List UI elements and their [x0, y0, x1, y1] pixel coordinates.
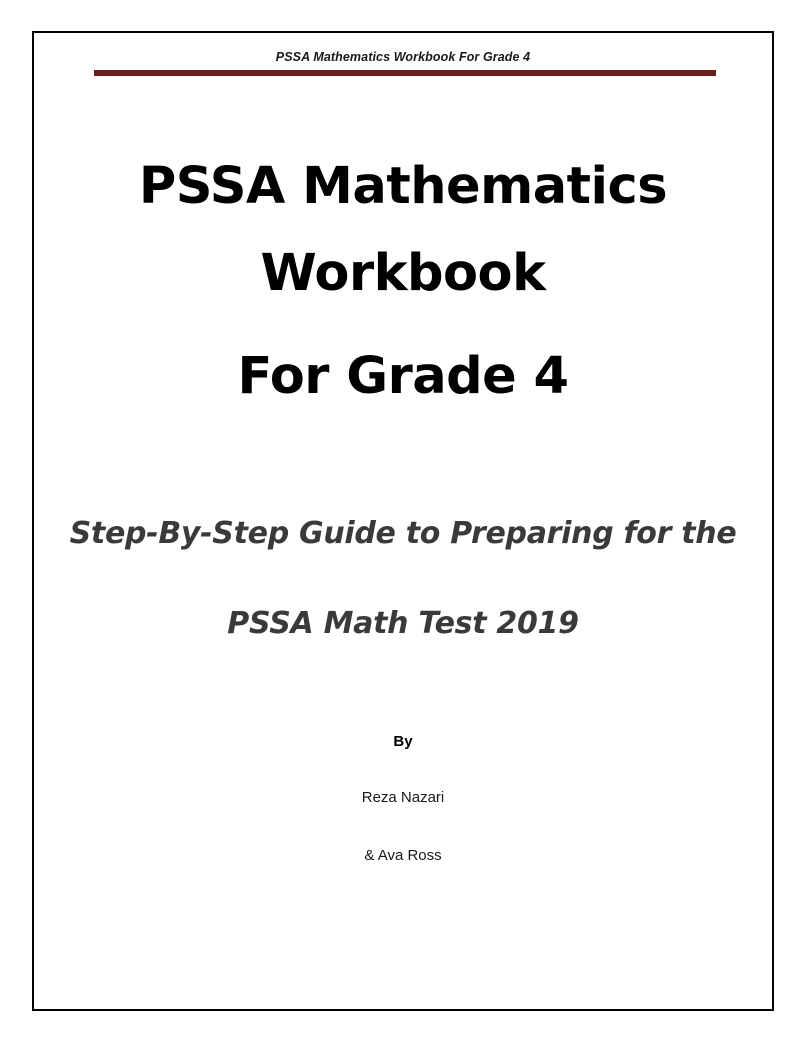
subtitle-line-2: PSSA Math Test 2019 [227, 606, 579, 641]
title-line-3: For Grade 4 [237, 347, 569, 406]
author-name: & Ava Ross [364, 847, 442, 864]
title-line-2: Workbook [260, 244, 546, 303]
author-name: Reza Nazari [361, 789, 445, 806]
by-label: By [393, 733, 413, 750]
running-header: PSSA Mathematics Workbook For Grade 4 [275, 50, 531, 64]
page-frame [32, 31, 774, 1011]
subtitle-line-1: Step-By-Step Guide to Preparing for the [69, 516, 737, 551]
title-line-1: PSSA Mathematics [138, 157, 668, 216]
header-rule [94, 70, 716, 76]
